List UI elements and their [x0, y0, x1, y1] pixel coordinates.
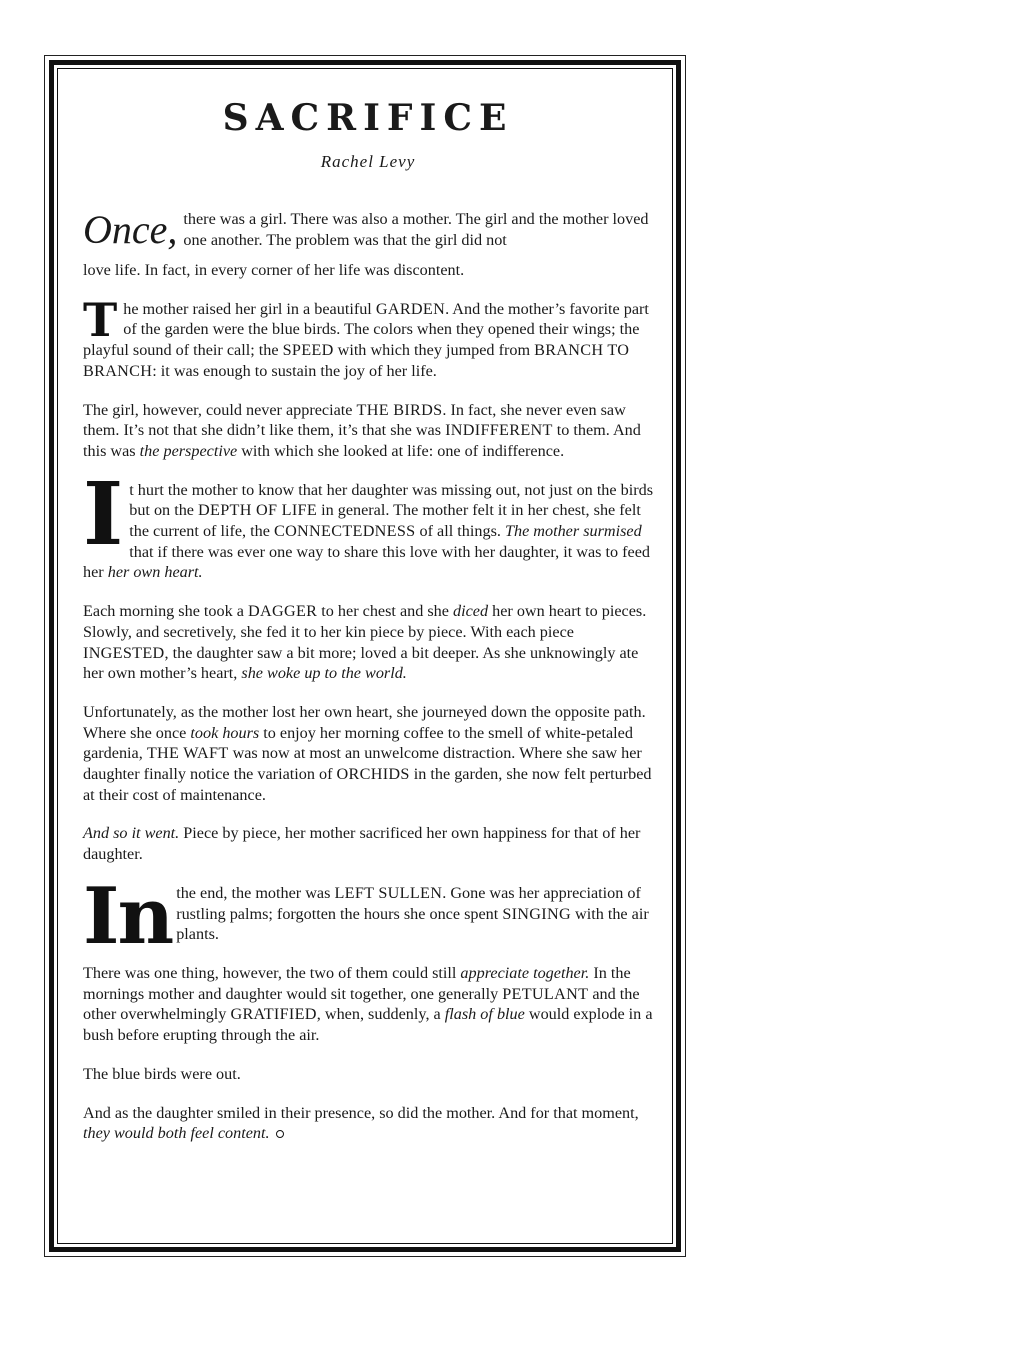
article-title: SACRIFICE — [222, 97, 514, 139]
paragraph-1-rest: love life. In fact, in every corner of her life was discontent. — [83, 261, 465, 279]
paragraph-11: And as the daughter smiled in their presence, so did the mother. And for that moment, they would both feel content. — [83, 1103, 639, 1143]
paragraph-3: The girl, however, could never appreciate THE BIRDS. In fact, she never even saw them. It’s not that she didn’t like them, it’s that she was INDIFFERENT to them. And this was the perspective with which she looked at life: one of indifference. — [83, 400, 641, 460]
paragraph-9: There was one thing, however, the two of them could still appreciate together. In the mornings mother and daughter would sit together, one generally PETULANT and the other overwhelmingly GRATIFIED, when, suddenly, a flash of blue would explode in a bush before erupting through the air. — [83, 963, 653, 1045]
paragraph-4: It hurt the mother to know that her daughter was missing out, not just on the birds but on the DEPTH OF LIFE in general. The mother felt it in her chest, she felt the current of life, the CONNECTEDNESS of all things. The mother surmised that if there was ever one way to share this love with her daughter, it was to feed her her own heart. — [83, 463, 654, 582]
paragraph-2: The mother raised her girl in a beautiful GARDEN. And the mother’s favorite part of the garden were the blue birds. The colors when they opened their wings; the playful sound of their call; the SPEED with which they jumped from BRANCH TO BRANCH: it was enough to sustain the joy of her life. — [83, 292, 649, 380]
paragraph-8: In the end, the mother was LEFT SULLEN. Gone was her appreciation of rustling palms; forgotten the hours she once spent SINGING with the air plants. — [83, 870, 649, 962]
drop-cap-t: T — [83, 292, 118, 347]
drop-word-once: Once, — [83, 207, 178, 252]
paragraph-5: Each morning she took a DAGGER to her chest and she diced her own heart to pieces. Slowly, and secretively, she fed it to her kin piece by piece. With each piece INGESTED, the daughter saw a bit more; loved a bit deeper. As she unknowingly ate her own mother’s heart, she woke up to the world. — [83, 602, 647, 683]
paragraph-1 — [83, 208, 653, 281]
paragraph-10: The blue birds were out. — [83, 1064, 241, 1083]
drop-cap-in: In — [83, 870, 173, 962]
article — [83, 96, 653, 1162]
paragraph-6: Unfortunately, as the mother lost her own heart, she journeyed down the opposite path. Where she once took hours to enjoy her morning coffee to the smell of white-petaled gardenia, THE WAFT was now at most an unwelcome distraction. Where she saw her daughter finally notice the variation of ORCHIDS in the garden, she now felt perturbed at their cost of maintenance. — [83, 702, 652, 804]
author-byline: Rachel Levy — [320, 152, 416, 171]
paragraph-1-first-lines: there was a girl. There was also a mother. The girl and the mother loved one another. The problem was that the girl did not — [183, 210, 649, 249]
paragraph-7: And so it went. Piece by piece, her mother sacrificed her own happiness for that of her daughter. — [83, 824, 641, 864]
end-mark-icon — [276, 1130, 284, 1138]
drop-cap-i: I — [83, 463, 124, 565]
